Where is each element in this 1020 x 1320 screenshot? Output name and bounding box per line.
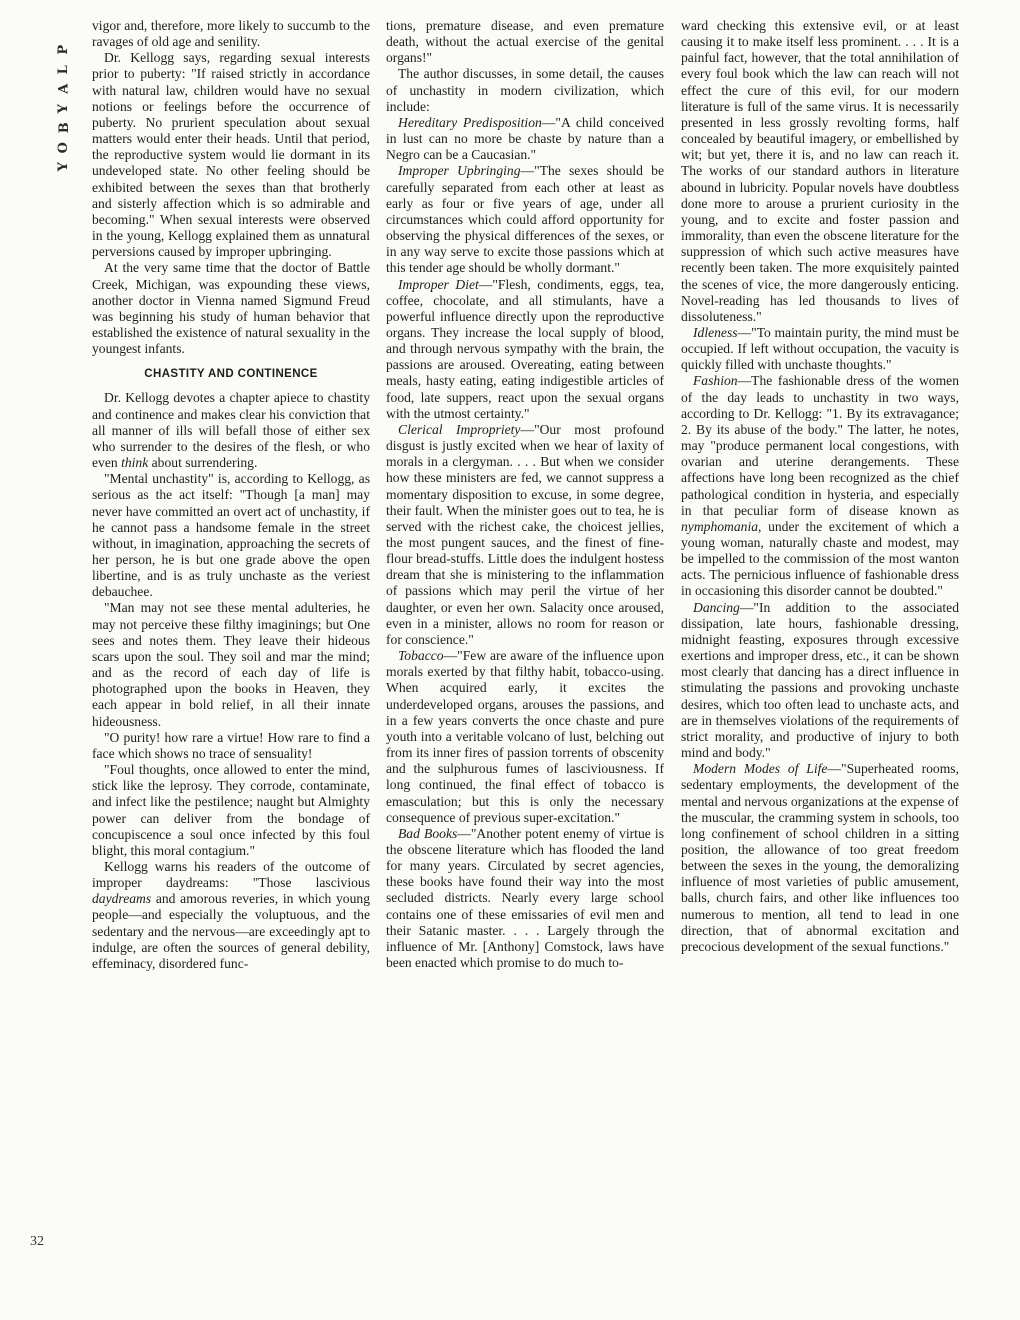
masthead-letter: O bbox=[56, 141, 72, 153]
masthead-playboy bbox=[52, 40, 76, 177]
cause-heading: Improper Upbringing bbox=[398, 163, 521, 179]
paragraph bbox=[386, 826, 664, 971]
emphasis: think bbox=[121, 455, 149, 471]
cause-heading: Tobacco bbox=[398, 648, 444, 664]
paragraph: tions, premature disease, and even premature death, without the actual exercise of the genital organs!" bbox=[386, 18, 664, 66]
masthead-letter: Y bbox=[56, 162, 72, 172]
page-number: 32 bbox=[30, 1234, 44, 1249]
paragraph bbox=[386, 648, 664, 826]
cause-heading: Modern Modes of Life bbox=[693, 761, 828, 777]
paragraph: vigor and, therefore, more likely to succumb to the ravages of old age and senility. bbox=[92, 18, 370, 50]
paragraph: "Man may not see these mental adulteries, he may not perceive these filthy imaginings; but One sees and notes them. They leave their hideous scars upon the soul. They soil and mar the mind; and as the record of each day of life is photographed upon the books in Heaven, they each appear in bold relief, in all their innate hideousness. bbox=[92, 600, 370, 729]
text-column-3 bbox=[681, 18, 959, 955]
text-run: —"Few are aware of the influence upon morals exerted by that filthy habit, tobacco-using. When acquired early, it excites the underdeveloped organs, arouses the passions, and in a few years converts the once chaste and pure youth into a veritable volcano of lust, belching out from its inner fires of passion torrents of obscenity and the sulphurous fumes of lasciviousness. If long continued, the final effect of tobacco is emasculation; but this is only the necessary consequence of previous super-excitation." bbox=[386, 648, 664, 825]
paragraph: Dr. Kellogg says, regarding sexual interests prior to puberty: "If raised strictly in accordance with natural law, children would have no sexual notions or feelings before the occurrence of puberty. No prurient speculation about sexual matters would enter their heads. Until that period, the reproductive system would lie dormant in its undeveloped state. No other feeling should be exhibited between the sexes than that brotherly and sisterly affection which is so admirable and becoming." When sexual interests were observed in the young, Kellogg explained them as unnatural perversions caused by improper upbringing. bbox=[92, 50, 370, 260]
paragraph: "Mental unchastity" is, according to Kellogg, as serious as the act itself: "Though [a man] may never have committed an overt act of unchastity, if he cannot pass a handsome female in the street without, in imagination, approaching the secrets of her person, he is but one grade above the open libertine, and is as truly unchaste as the veriest debauchee. bbox=[92, 471, 370, 600]
paragraph bbox=[386, 163, 664, 276]
paragraph: The author discusses, in some detail, the causes of unchastity in modern civilization, which include: bbox=[386, 66, 664, 114]
text-run: —"The sexes should be carefully separated from each other at least as early as four or five years of age, under all circumstances which could afford opportunity for observing the physical differences of the sexes, or in any way serve to excite those passions which at this tender age should be wholly dormant." bbox=[386, 163, 664, 276]
masthead-letter: B bbox=[56, 122, 72, 134]
paragraph: "Foul thoughts, once allowed to enter the mind, stick like the leprosy. They corrode, contaminate, and infect like the pestilence; naught but Almighty power can deliver from the bondage of concupiscence a soul once infected by this foul blight, this moral contagium." bbox=[92, 762, 370, 858]
cause-heading: Fashion bbox=[693, 373, 738, 389]
paragraph bbox=[92, 390, 370, 471]
cause-heading: Hereditary Predisposition bbox=[398, 114, 542, 130]
masthead-letter: L bbox=[56, 64, 72, 74]
text-run: —"In addition to the associated dissipation, late hours, fashionable dressing, midnight feasting, exposures through excessive exertions and improper dress, etc., it can be shown most clearly that dancing has a direct influence in stimulating the passions and provoking unchaste desires, which too often lead to unchaste acts, and are in themselves violations of the requirements of strict morality, and productive of injury to both mind and body." bbox=[681, 599, 959, 761]
emphasis: nymphomania bbox=[681, 518, 759, 534]
masthead-letter: Y bbox=[56, 103, 72, 113]
cause-heading: Clerical Impropriety bbox=[398, 421, 521, 437]
paragraph bbox=[681, 761, 959, 955]
paragraph: ward checking this extensive evil, or at least causing it to make itself less prominent. . . . It is a painful fact, however, that the total annihilation of every foul book which the law can reach will not effect the cure of this evil, for our modern literature is full of the same virus. It is necessarily presented in less grossly revolting forms, half concealed by beautiful imagery, or embellished by wit; but yet, there it is, and no law can reach it. The works of our standard authors in literature abound in lubricity. Popular novels have doubtless done more to arouse a prurient curiosity in the young, and to excite and foster passion and immorality, than even the obscene literature for the suppression of which such active measures have recently been taken. The more exquisitely painted the scenes of vice, the more dangerously enticing. Novel-reading has led thousands to lives of dissoluteness." bbox=[681, 18, 959, 324]
text-run: —"Flesh, condiments, eggs, tea, coffee, chocolate, and all stimulants, have a powerful influence directly upon the reproductive organs. They increase the local supply of blood, and through nervous sympathy with the brain, the passions are aroused. Overeating, eating between meals, hasty eating, eating indigestible articles of food, late suppers, react upon the sexual organs with the utmost certainty." bbox=[386, 276, 664, 421]
text-run: —The fashionable dress of the women of the day leads to unchastity in two ways, according to Dr. Kellogg: "1. By its extravagance; 2. By its abuse of the body." The latter, he notes, may "produce permanent local congestions, with ovarian and uterine derangements. These affections have long been recognized as the chief pathological condition in hysteria, and especially in that peculiar form of disease known as bbox=[681, 373, 959, 518]
masthead-letter: A bbox=[56, 83, 72, 94]
cause-heading: Dancing bbox=[693, 599, 740, 615]
paragraph bbox=[681, 325, 959, 373]
text-run: —"Superheated rooms, sedentary employments, the development of the mental and nervous organizations at the expense of the muscular, the cramming system in schools, too long confinement of school children in a sitting position, the allowance of too great freedom between the sexes in the young, the demoralizing influence of most varieties of public amusement, balls, church fairs, and other like influences too numerous to mention, all tend to lead in one direction, that of abnormal excitation and precocious development of the sexual functions." bbox=[681, 761, 959, 954]
text-run: —"Another potent enemy of virtue is the obscene literature which has flooded the land for many years. Circulated by secret agencies, these books have found their way into the most secluded districts. Nearly every large school contains one of these emissaries of evil men and their Satanic master. . . . Largely through the influence of Mr. [Anthony] Comstock, laws have been enacted which promise to do much to- bbox=[386, 825, 664, 971]
text-run: about surrendering. bbox=[148, 455, 258, 471]
cause-heading: Idleness bbox=[693, 324, 738, 340]
paragraph bbox=[92, 859, 370, 972]
text-column-1 bbox=[92, 18, 370, 972]
cause-heading: Bad Books bbox=[398, 825, 458, 841]
paragraph: "O purity! how rare a virtue! How rare to find a face which shows no trace of sensuality! bbox=[92, 729, 370, 761]
paragraph bbox=[681, 373, 959, 599]
text-run: —"Our most profound disgust is justly excited when we hear of laxity of morals in a clergyman. . . . But when we consider how these ministers are fed, we cannot suppress a momentary disposition to excuse, in some degree, their fault. When the minister goes out to tea, he is served with the richest cake, the choicest jellies, the most pungent sauces, and the finest of fine-flour bread-stuffs. Little does the indulgent hostess dream that she is ministering to the inflammation of passions which may peril the virtue of her daughter, or even her own. Salacity once aroused, even in a minister, allows no room for reason or for conscience." bbox=[386, 421, 664, 647]
paragraph bbox=[386, 115, 664, 163]
section-heading: CHASTITY AND CONTINENCE bbox=[144, 368, 318, 381]
paragraph: At the very same time that the doctor of Battle Creek, Michigan, was expounding these views, another doctor in Vienna named Sigmund Freud was beginning his study of human behavior that established the existence of natural sexuality in the youngest infants. bbox=[92, 260, 370, 357]
cause-heading: Improper Diet bbox=[398, 276, 479, 292]
masthead-letter: P bbox=[56, 44, 72, 55]
paragraph bbox=[386, 277, 664, 422]
text-run: —"A child conceived in lust can no more be chaste by nature than a Negro can be a Caucasian." bbox=[386, 114, 664, 163]
text-run: and amorous reveries, in which young people—and especially the voluptuous, and the sedentary and the nervous—are exceedingly apt to indulge, are often the sources of general debility, effeminacy, disordered func- bbox=[92, 891, 370, 971]
text-run: —"To maintain purity, the mind must be occupied. If left without occupation, the vacuity is quickly filled with unchaste thoughts." bbox=[681, 324, 959, 373]
paragraph bbox=[681, 600, 959, 762]
text-run: Kellogg warns his readers of the outcome of improper daydreams: "Those lascivious bbox=[92, 858, 370, 891]
paragraph bbox=[386, 422, 664, 648]
text-column-2 bbox=[386, 18, 664, 971]
emphasis: daydreams bbox=[92, 891, 152, 907]
text-run: Dr. Kellogg devotes a chapter apiece to chastity and continence and makes clear his conviction that all manner of ills will befall those of either sex who surrender to the desires of the flesh, or who even bbox=[92, 390, 370, 471]
text-run: , under the excitement of which a young woman, naturally chaste and modest, may be impelled to the commission of the most wanton acts. The pernicious influence of fashionable dress in occasioning this disorder cannot be doubted." bbox=[681, 518, 959, 599]
